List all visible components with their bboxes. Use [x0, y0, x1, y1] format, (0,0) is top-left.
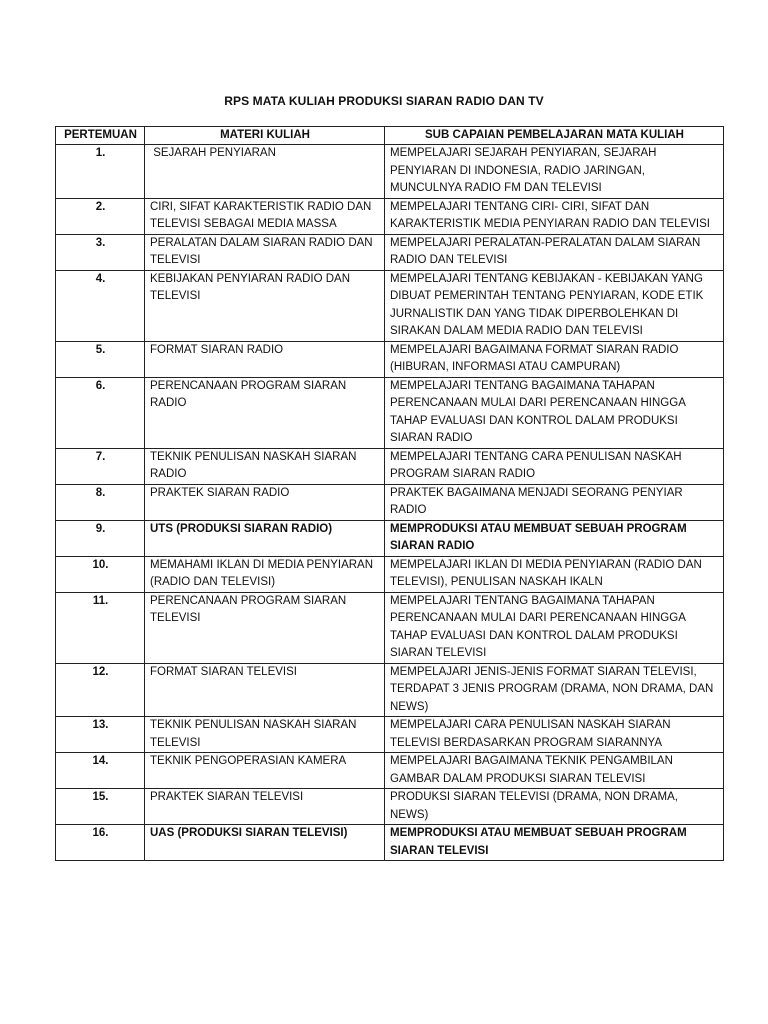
- table-row: [56, 484, 724, 520]
- material-cell: PERENCANAAN PROGRAM SIARAN TELEVISI: [145, 592, 385, 663]
- meeting-number-cell: 16.: [56, 825, 145, 861]
- sub-cpmk-cell: PRAKTEK BAGAIMANA MENJADI SEORANG PENYIAR RADIO: [385, 484, 724, 520]
- table-row: [56, 717, 724, 753]
- material-cell: TEKNIK PENULISAN NASKAH SIARAN TELEVISI: [145, 717, 385, 753]
- table-row: [56, 663, 724, 717]
- material-cell: FORMAT SIARAN TELEVISI: [145, 663, 385, 717]
- sub-cpmk-cell: PRODUKSI SIARAN TELEVISI (DRAMA, NON DRAMA, NEWS): [385, 789, 724, 825]
- meeting-number-cell: 6.: [56, 377, 145, 448]
- table-row: [56, 753, 724, 789]
- meeting-number-cell: 11.: [56, 592, 145, 663]
- document-title: RPS MATA KULIAH PRODUKSI SIARAN RADIO DAN TV: [224, 94, 544, 108]
- meeting-number-cell: 7.: [56, 448, 145, 484]
- table-row: [56, 270, 724, 341]
- material-cell: MEMAHAMI IKLAN DI MEDIA PENYIARAN (RADIO DAN TELEVISI): [145, 556, 385, 592]
- meeting-number-cell: 2.: [56, 198, 145, 234]
- material-cell: KEBIJAKAN PENYIARAN RADIO DAN TELEVISI: [145, 270, 385, 341]
- material-cell: PRAKTEK SIARAN RADIO: [145, 484, 385, 520]
- table-row: [56, 377, 724, 448]
- sub-cpmk-cell: MEMPRODUKSI ATAU MEMBUAT SEBUAH PROGRAM SIARAN TELEVISI: [385, 825, 724, 861]
- table-header-row: [56, 127, 724, 145]
- sub-cpmk-cell: MEMPELAJARI TENTANG CIRI- CIRI, SIFAT DAN KARAKTERISTIK MEDIA PENYIARAN RADIO DAN TELEVISI: [385, 198, 724, 234]
- material-cell: FORMAT SIARAN RADIO: [145, 341, 385, 377]
- header-pertemuan: PERTEMUAN: [56, 127, 145, 145]
- sub-cpmk-cell: MEMPELAJARI JENIS-JENIS FORMAT SIARAN TELEVISI, TERDAPAT 3 JENIS PROGRAM (DRAMA, NON DRAMA, DAN NEWS): [385, 663, 724, 717]
- meeting-number-cell: 3.: [56, 234, 145, 270]
- sub-cpmk-cell: MEMPELAJARI TENTANG CARA PENULISAN NASKAH PROGRAM SIARAN RADIO: [385, 448, 724, 484]
- sub-cpmk-cell: MEMPELAJARI CARA PENULISAN NASKAH SIARAN TELEVISI BERDASARKAN PROGRAM SIARANNYA: [385, 717, 724, 753]
- meeting-number-cell: 12.: [56, 663, 145, 717]
- meeting-number-cell: 15.: [56, 789, 145, 825]
- table-body: [56, 145, 724, 861]
- table-row: [56, 556, 724, 592]
- table-row: [56, 234, 724, 270]
- meeting-number-cell: 4.: [56, 270, 145, 341]
- sub-cpmk-cell: MEMPELAJARI SEJARAH PENYIARAN, SEJARAH PENYIARAN DI INDONESIA, RADIO JARINGAN, MUNCULNYA RADIO FM DAN TELEVISI: [385, 145, 724, 199]
- material-cell: TEKNIK PENGOPERASIAN KAMERA: [145, 753, 385, 789]
- material-cell: CIRI, SIFAT KARAKTERISTIK RADIO DAN TELEVISI SEBAGAI MEDIA MASSA: [145, 198, 385, 234]
- sub-cpmk-cell: MEMPELAJARI TENTANG BAGAIMANA TAHAPAN PERENCANAAN MULAI DARI PERENCANAAN HINGGA TAHAP EVALUASI DAN KONTROL DALAM PRODUKSI SIARAN RADIO: [385, 377, 724, 448]
- meeting-number-cell: 9.: [56, 520, 145, 556]
- sub-cpmk-cell: MEMPELAJARI PERALATAN-PERALATAN DALAM SIARAN RADIO DAN TELEVISI: [385, 234, 724, 270]
- material-cell: PRAKTEK SIARAN TELEVISI: [145, 789, 385, 825]
- sub-cpmk-cell: MEMPELAJARI BAGAIMANA FORMAT SIARAN RADIO (HIBURAN, INFORMASI ATAU CAMPURAN): [385, 341, 724, 377]
- table-row: [56, 825, 724, 861]
- table-row: [56, 592, 724, 663]
- rps-table: [55, 126, 724, 861]
- material-cell: TEKNIK PENULISAN NASKAH SIARAN RADIO: [145, 448, 385, 484]
- material-cell: UTS (PRODUKSI SIARAN RADIO): [145, 520, 385, 556]
- sub-cpmk-cell: MEMPELAJARI BAGAIMANA TEKNIK PENGAMBILAN GAMBAR DALAM PRODUKSI SIARAN TELEVISI: [385, 753, 724, 789]
- sub-cpmk-cell: MEMPELAJARI TENTANG BAGAIMANA TAHAPAN PERENCANAAN MULAI DARI PERENCANAAN HINGGA TAHAP EVALUASI DAN KONTROL DALAM PRODUKSI SIARAN TELEVISI: [385, 592, 724, 663]
- table-row: [56, 145, 724, 199]
- table-row: [56, 341, 724, 377]
- material-cell: SEJARAH PENYIARAN: [145, 145, 385, 199]
- meeting-number-cell: 13.: [56, 717, 145, 753]
- material-cell: PERALATAN DALAM SIARAN RADIO DAN TELEVISI: [145, 234, 385, 270]
- sub-cpmk-cell: MEMPRODUKSI ATAU MEMBUAT SEBUAH PROGRAM SIARAN RADIO: [385, 520, 724, 556]
- header-materi-kuliah: MATERI KULIAH: [145, 127, 385, 145]
- material-cell: PERENCANAAN PROGRAM SIARAN RADIO: [145, 377, 385, 448]
- material-cell: UAS (PRODUKSI SIARAN TELEVISI): [145, 825, 385, 861]
- table-row: [56, 448, 724, 484]
- header-sub-cpmk: SUB CAPAIAN PEMBELAJARAN MATA KULIAH: [385, 127, 724, 145]
- meeting-number-cell: 8.: [56, 484, 145, 520]
- sub-cpmk-cell: MEMPELAJARI IKLAN DI MEDIA PENYIARAN (RADIO DAN TELEVISI), PENULISAN NASKAH IKALN: [385, 556, 724, 592]
- meeting-number-cell: 1.: [56, 145, 145, 199]
- sub-cpmk-cell: MEMPELAJARI TENTANG KEBIJAKAN - KEBIJAKAN YANG DIBUAT PEMERINTAH TENTANG PENYIARAN, KODE ETIK JURNALISTIK DAN YANG TIDAK DIPERBOLEHKAN DI SIRAKAN DALAM MEDIA RADIO DAN TELEVISI: [385, 270, 724, 341]
- meeting-number-cell: 5.: [56, 341, 145, 377]
- table-row: [56, 198, 724, 234]
- table-row: [56, 520, 724, 556]
- table-row: [56, 789, 724, 825]
- meeting-number-cell: 14.: [56, 753, 145, 789]
- meeting-number-cell: 10.: [56, 556, 145, 592]
